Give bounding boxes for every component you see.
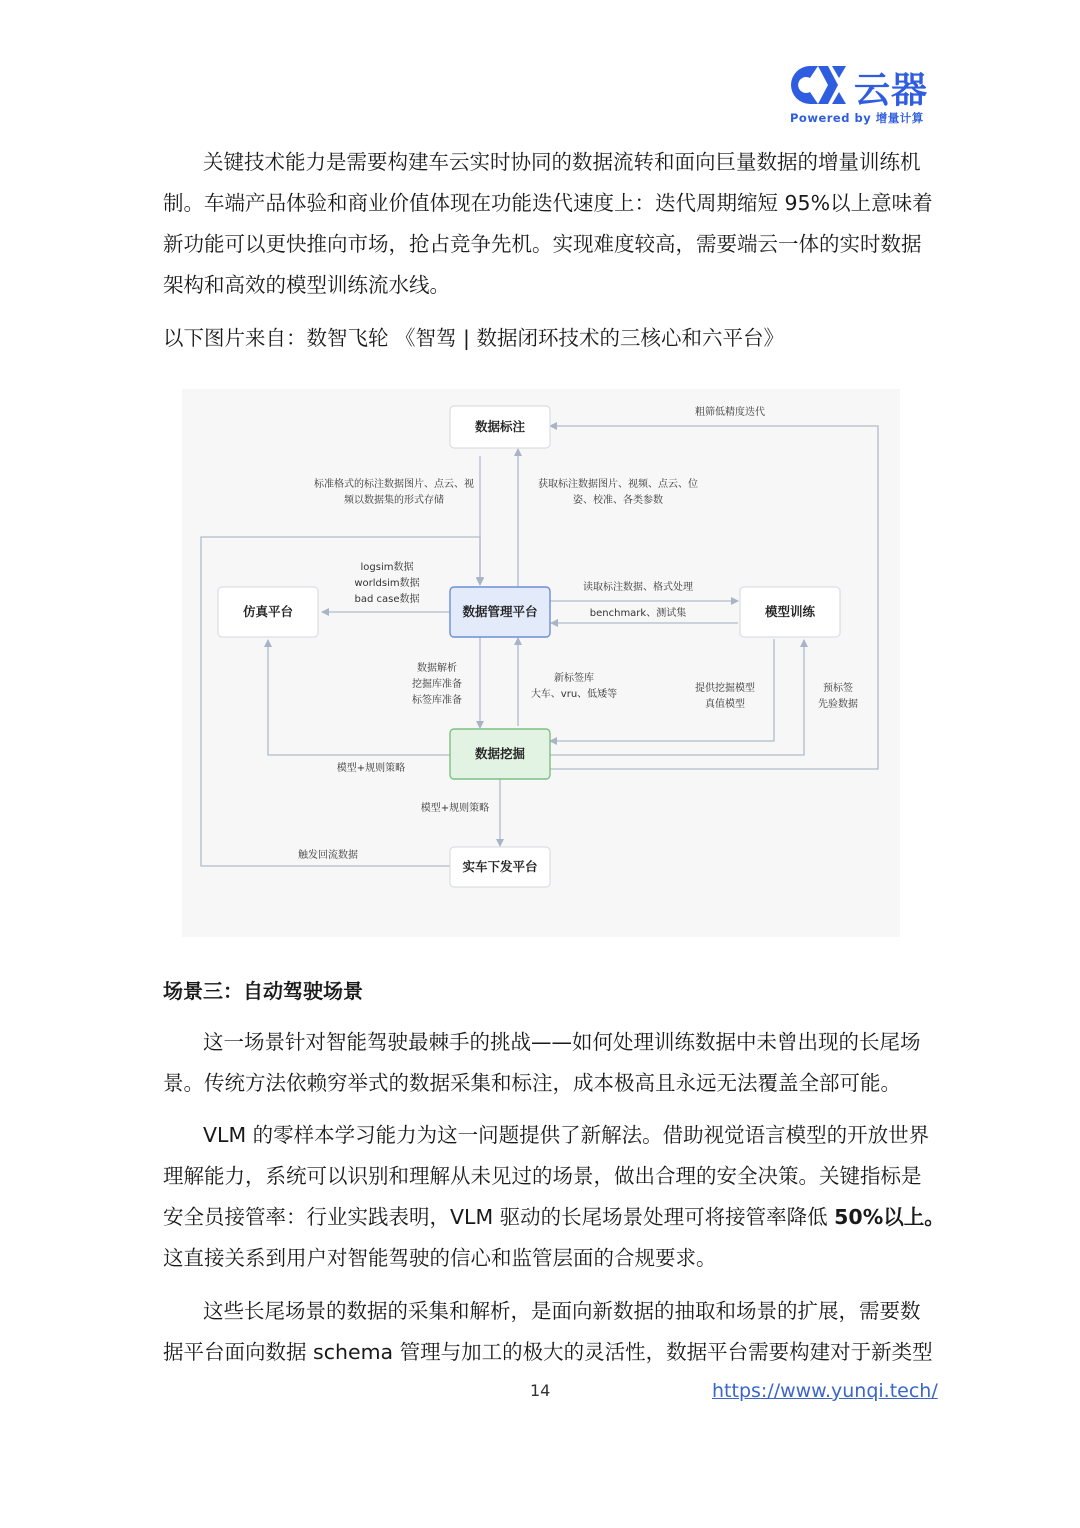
edge-label: benchmark、测试集 (589, 608, 687, 619)
edge-label: bad case数据 (354, 594, 420, 605)
figure-source-line (163, 318, 923, 359)
edge-label: 标准格式的标注数据图片、点云、视 (314, 479, 474, 490)
edge-label: 读取标注数据、格式处理 (583, 582, 693, 593)
paragraph-4 (163, 1291, 933, 1373)
text-line: 这些长尾场景的数据的采集和解析，是面向新数据的抽取和场景的扩展，需要数 (203, 1299, 921, 1323)
text-line: 以下图片来自：数智飞轮 《智驾 | 数据闭环技术的三核心和六平台》 (163, 326, 784, 350)
edge-label: 频以数据集的形式存储 (344, 495, 444, 506)
edge-label: 真值模型 (705, 699, 745, 710)
node-label: 仿真平台 (242, 604, 294, 619)
section-heading: 场景三：自动驾驶场景 (163, 979, 363, 1003)
paragraph-1 (163, 142, 933, 306)
yunqi-logo (788, 62, 928, 128)
node-mining (450, 729, 550, 779)
website-link[interactable]: https://www.yunqi.tech/ (712, 1380, 938, 1402)
node-dmp (450, 587, 550, 637)
node-labeling (450, 406, 550, 448)
node-label: 数据标注 (474, 419, 526, 434)
edge-label: 粗筛低精度迭代 (695, 407, 765, 418)
edge-label: 挖掘库准备 (412, 679, 462, 690)
bold-metric: 50%以上。 (834, 1205, 945, 1229)
edge-label: logsim数据 (360, 562, 414, 573)
edge-label: 新标签库 (554, 673, 594, 684)
page-number: 14 (530, 1381, 551, 1400)
text-line: 这一场景针对智能驾驶最棘手的挑战——如何处理训练数据中未曾出现的长尾场 (203, 1030, 921, 1054)
node-train (740, 587, 840, 637)
text-line: VLM 的零样本学习能力为这一问题提供了新解法。借助视觉语言模型的开放世界 (203, 1123, 930, 1147)
edge-label: 获取标注数据图片、视频、点云、位 (538, 479, 698, 490)
edge-label: 大车、vru、低矮等 (530, 689, 618, 700)
edge-label: 预标签 (823, 683, 853, 694)
text-line: 架构和高效的模型训练流水线。 (163, 273, 450, 297)
node-sim (218, 587, 318, 637)
paragraph-3 (163, 1115, 945, 1279)
text-line: 理解能力，系统可以识别和理解从未见过的场景，做出合理的安全决策。关键指标是 (163, 1164, 922, 1188)
node-vehicle (450, 847, 550, 887)
edge-label: 提供挖掘模型 (695, 683, 755, 694)
node-label: 实车下发平台 (462, 859, 538, 874)
text-line: 制。车端产品体验和商业价值体现在功能迭代速度上：迭代周期缩短 95%以上意味着 (163, 191, 933, 215)
edge-label: 姿、校准、各类参数 (573, 495, 663, 506)
edge-label: 模型+规则策略 (420, 803, 490, 814)
paragraph-2 (163, 1022, 923, 1104)
edge-label: 触发回流数据 (298, 850, 358, 861)
text-line: 关键技术能力是需要构建车云实时协同的数据流转和面向巨量数据的增量训练机 (203, 150, 921, 174)
text-line: 据平台面向数据 schema 管理与加工的极大的灵活性，数据平台需要构建对于新类型 (163, 1340, 933, 1364)
diagram-connectors (201, 426, 878, 866)
edge-label: worldsim数据 (354, 578, 420, 589)
data-loop-diagram (182, 389, 900, 937)
node-label: 模型训练 (764, 604, 816, 619)
node-label: 数据管理平台 (462, 604, 538, 619)
edge-label: 先验数据 (818, 699, 858, 710)
edge-label: 标签库准备 (412, 695, 462, 706)
logo-mark-icon (788, 64, 850, 106)
edge-label: 模型+规则策略 (336, 763, 406, 774)
text-line: 这直接关系到用户对智能驾驶的信心和监管层面的合规要求。 (163, 1246, 717, 1270)
edge-label: 数据解析 (417, 663, 457, 674)
text-line (163, 1197, 945, 1238)
logo-text: 云器 (854, 70, 929, 111)
text-line: 新功能可以更快推向市场，抢占竞争先机。实现难度较高，需要端云一体的实时数据 (163, 232, 922, 256)
node-label: 数据挖掘 (474, 746, 526, 761)
text-segment: 安全员接管率：行业实践表明，VLM 驱动的长尾场景处理可将接管率降低 (163, 1205, 835, 1229)
text-line: 景。传统方法依赖穷举式的数据采集和标注，成本极高且永远无法覆盖全部可能。 (163, 1071, 901, 1095)
logo-tagline: Powered by 增量计算 (790, 111, 924, 125)
